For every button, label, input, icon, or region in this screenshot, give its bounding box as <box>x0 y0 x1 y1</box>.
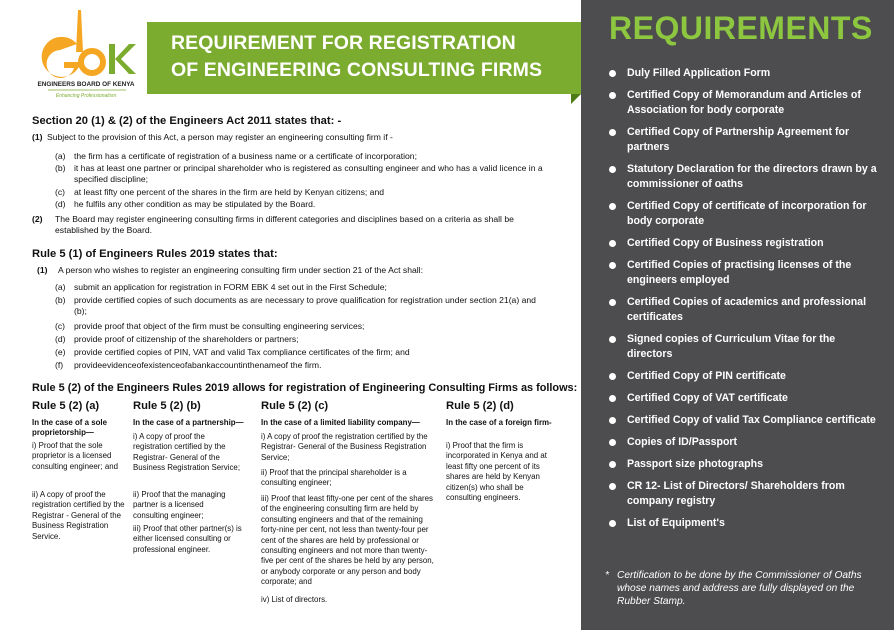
rule51-item-label: (c) <box>55 321 66 331</box>
rule52-col-title: Rule 5 (2) (c) <box>261 400 329 412</box>
rule51-item-text: provide proof of citizenship of the shareholders or partners; <box>74 334 299 344</box>
rule51-item-text: provide certified copies of PIN, VAT and valid Tax compliance certificates of the firm; and <box>74 347 410 357</box>
rule52-col-title: Rule 5 (2) (a) <box>32 400 100 412</box>
ebk-logo <box>30 6 142 102</box>
section20-p1-text: Subject to the provision of this Act, a person may register an engineering consulting firm if - <box>47 132 393 142</box>
rule52-col-subtitle: In the case of a sole proprietorship— <box>32 418 107 438</box>
rule51-item-text: provide proof that object of the firm must be consulting engineering services; <box>74 321 365 331</box>
banner-line-2: OF ENGINEERING CONSULTING FIRMS <box>171 59 543 81</box>
rule51-item-label: (d) <box>55 334 66 344</box>
requirement-item: Certified Copy of Business registration <box>609 236 879 251</box>
section20-item-label: (d) <box>55 199 66 209</box>
rule51-item-label: (e) <box>55 347 66 357</box>
requirement-item: Certified Copy of Partnership Agreement for partners <box>609 125 879 155</box>
requirement-item: Statutory Declaration for the directors drawn by a commissioner of oaths <box>609 162 879 192</box>
rule51-item-text: provideevidenceofexistenceofabankaccountinthenameof the firm. <box>74 360 322 370</box>
requirement-item: Certified Copy of certificate of incorporation for body corporate <box>609 199 879 229</box>
rule51-item-text: submit an application for registration in FORM EBK 4 set out in the First Schedule; <box>74 282 387 292</box>
bullet-icon <box>609 92 616 99</box>
rule52-heading: Rule 5 (2) of the Engineers Rules 2019 allows for registration of Engineering Consulting Firms as follows: <box>32 382 578 394</box>
bullet-icon <box>609 520 616 527</box>
requirements-title: REQUIREMENTS <box>609 10 873 46</box>
section20-item-label: (a) <box>55 151 66 161</box>
requirement-item: CR 12- List of Directors/ Shareholders from company registry <box>609 479 879 509</box>
rule52-col-title: Rule 5 (2) (b) <box>133 400 201 412</box>
rule51-item-text: provide certified copies of such documents as are necessary to prove qualification for registration under section 21(a) and (b); <box>74 295 536 317</box>
rule51-p1-label: (1) <box>37 265 48 275</box>
bullet-icon <box>609 461 616 468</box>
section20-heading: Section 20 (1) & (2) of the Engineers Act 2011 states that: - <box>32 115 342 127</box>
rule51-item-label: (f) <box>55 360 64 370</box>
section20-item-text: he fulfils any other condition as may be stipulated by the Board. <box>74 199 316 209</box>
bullet-icon <box>609 395 616 402</box>
bullet-icon <box>609 336 616 343</box>
requirement-item: Signed copies of Curriculum Vitae for the directors <box>609 332 879 362</box>
rule51-item-label: (a) <box>55 282 66 292</box>
bullet-icon <box>609 439 616 446</box>
rule52-col-para: i) A copy of proof the registration certified by the Registrar- General of the Business Registration Service; <box>133 432 241 473</box>
section20-p2-label: (2) <box>32 214 43 224</box>
rule52-col-subtitle: In the case of a limited liability company— <box>261 418 420 427</box>
bullet-icon <box>609 240 616 247</box>
note-text: Certification to be done by the Commissioner of Oaths whose names and address are fully displayed on the Rubber Stamp. <box>617 570 862 607</box>
bullet-icon <box>609 373 616 380</box>
bullet-icon <box>609 483 616 490</box>
rule51-p1-text: A person who wishes to register an engineering consulting firm under section 21 of the Act shall: <box>58 265 423 275</box>
bullet-icon <box>609 299 616 306</box>
rule52-col-subtitle: In the case of a foreign firm- <box>446 418 552 427</box>
requirement-item: Certified Copy of VAT certificate <box>609 391 879 406</box>
requirements-list <box>609 66 879 538</box>
section20-item-text: it has at least one partner or principal shareholder who is registered as consulting engineer and who has a valid licence in a specified discipline; <box>74 163 543 185</box>
section20-item-text: the firm has a certificate of registration of a business name or a certificate of incorporation; <box>74 151 417 161</box>
rule52-col-para: i) A copy of proof the registration certified by the Registrar- General of the Business Registration Service; <box>261 432 428 462</box>
requirements-panel <box>581 0 894 630</box>
requirement-item: Certified Copy of Memorandum and Articles of Association for body corporate <box>609 88 879 118</box>
rule52-col-subtitle: In the case of a partnership— <box>133 418 244 427</box>
rule52-col-para: ii) Proof that the managing partner is a licensed consulting engineer; <box>133 490 226 520</box>
requirement-item: List of Equipment's <box>609 516 879 531</box>
requirement-item: Passport size photographs <box>609 457 879 472</box>
ebk-logo-icon <box>30 6 142 102</box>
requirement-item: Certified Copies of academics and professional certificates <box>609 295 879 325</box>
requirement-item: Certified Copy of valid Tax Compliance certificate <box>609 413 879 428</box>
banner-fold <box>571 94 581 104</box>
section20-p2-text: The Board may register engineering consulting firms in different categories and disciplines based on a criteria as shall be established by the Board. <box>55 214 514 236</box>
rule52-col-para: iv) List of directors. <box>261 595 328 604</box>
bullet-icon <box>609 203 616 210</box>
rule52-col-para: iii) Proof that least fifty-one per cent of the shares of the engineering consulting firm are held by consulting engineers and that of the remaining forty-nine per cent, not less than twenty-four per cent of the shares are held by professional or consulting engineers and not more than twenty-five per cent of the shares be held by any person, or anybody corporate or any person and body corporate; and <box>261 494 434 587</box>
svg-text:ENGINEERS BOARD OF KENYA: ENGINEERS BOARD OF KENYA <box>37 81 135 88</box>
rule51-heading: Rule 5 (1) of Engineers Rules 2019 states that: <box>32 248 278 260</box>
title-banner <box>147 22 581 94</box>
banner-line-1: REQUIREMENT FOR REGISTRATION <box>171 32 516 54</box>
svg-text:Enhancing Professionalism: Enhancing Professionalism <box>55 93 117 99</box>
section20-p1-label: (1) <box>32 132 43 142</box>
rule52-col-para: iii) Proof that other partner(s) is either licensed consulting or professional engineer. <box>133 524 242 554</box>
requirement-item: Certified Copies of practising licenses of the engineers employed <box>609 258 879 288</box>
certification-note <box>605 569 890 608</box>
bullet-icon <box>609 262 616 269</box>
requirement-item: Certified Copy of PIN certificate <box>609 369 879 384</box>
bullet-icon <box>609 417 616 424</box>
section20-item-text: at least fifty one percent of the shares in the firm are held by Kenyan citizens; and <box>74 187 385 197</box>
note-asterisk: * <box>605 570 609 581</box>
rule52-col-title: Rule 5 (2) (d) <box>446 400 514 412</box>
rule52-col-para: i) Proof that the firm is incorporated in Kenya and at least fifty one percent of its shares are held by Kenyan citizen(s) who shall be consulting engineers. <box>446 441 547 503</box>
bullet-icon <box>609 70 616 77</box>
rule52-col-para: i) Proof that the sole proprietor is a licensed consulting engineer; and <box>32 441 118 471</box>
requirement-item: Copies of ID/Passport <box>609 435 879 450</box>
bullet-icon <box>609 166 616 173</box>
rule52-col-para: ii) Proof that the principal shareholder is a consulting engineer; <box>261 468 407 488</box>
section20-item-label: (c) <box>55 187 66 197</box>
bullet-icon <box>609 129 616 136</box>
rule52-col-para: ii) A copy of proof the registration certified by the Registrar - General of the Business Registration Service. <box>32 490 125 541</box>
requirement-item: Duly Filled Application Form <box>609 66 879 81</box>
section20-item-label: (b) <box>55 163 66 173</box>
rule51-item-label: (b) <box>55 295 66 305</box>
